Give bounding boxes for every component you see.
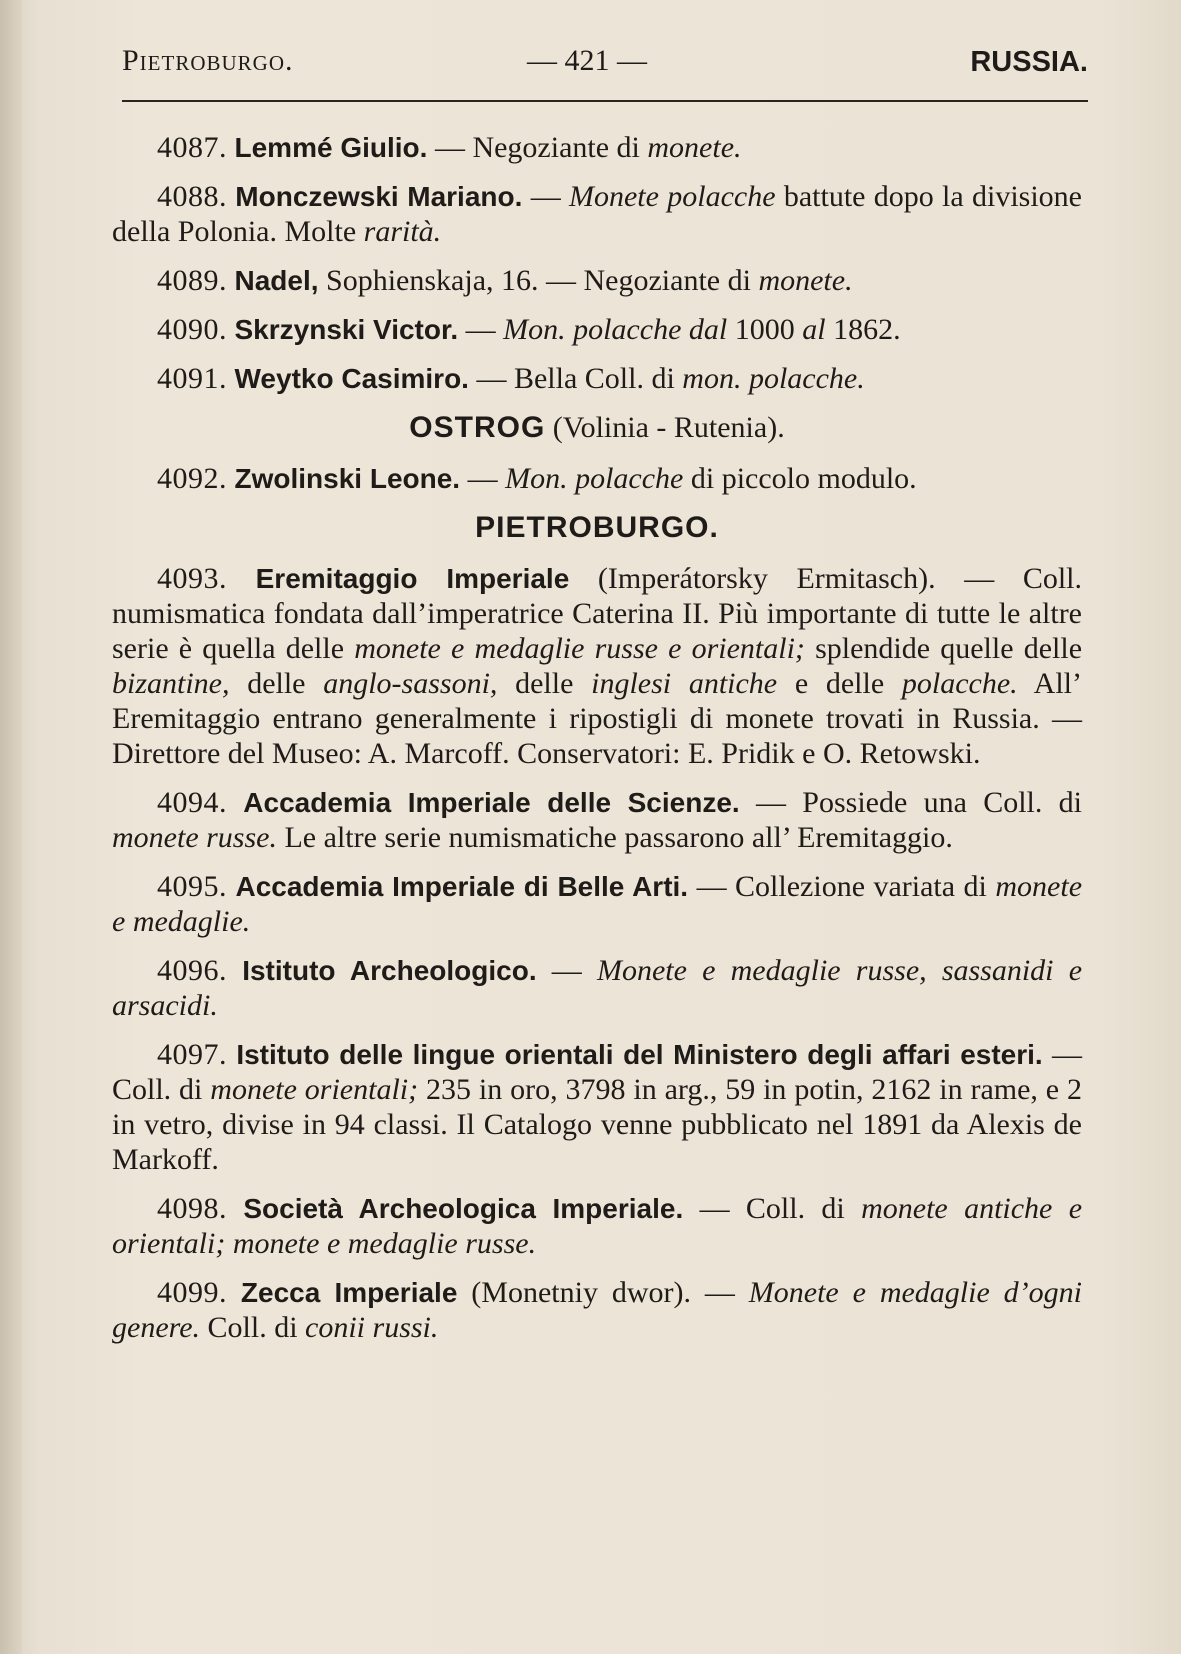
section-heading-ostrog [112,410,1082,445]
entry-text: — Collezione variata di [688,870,996,903]
entry-italic: conii russi. [305,1311,439,1344]
entry-name: Istituto Archeologico. [242,955,537,986]
entry-name: Zecca Imperiale [240,1277,458,1308]
header-country: RUSSIA. [970,46,1088,78]
entry-number: 4097. [157,1038,227,1071]
entry-4089 [112,263,1082,298]
entry-text: — [522,180,569,213]
entry-italic: monete antiche e orientali; monete e medaglie russe. [112,1192,1083,1260]
entry-number: 4093. [157,562,227,595]
entry-text: (Imperátorsky Ermitasch). — Coll. numismatica fondata dall’imperatrice Caterina II. Più importante di tutte le altre serie è quella delle [112,562,1083,665]
entry-italic: Monete polacche [568,180,776,213]
entry-italic: polacche. [901,667,1018,700]
entry-text: e delle [777,667,902,700]
header-rule [122,100,1088,102]
entry-text: — [458,313,504,346]
entry-number: 4094. [157,786,227,819]
entry-text: Le altre serie numismatiche passarono all’ Eremitaggio. [276,821,953,854]
entry-italic: monete russe. [112,821,277,854]
entry-italic: monete orientali; [210,1073,419,1106]
entry-text: — Possiede una Coll. di [739,786,1083,819]
entry-italic: monete. [647,131,742,164]
entry-number: 4089. [157,264,227,297]
header-city: Pietroburgo. [122,44,294,77]
entry-4087 [112,130,1082,165]
entry-text: — Negoziante di [427,131,648,164]
running-header [122,44,1088,94]
entry-name: Istituto delle lingue orientali del Ministero degli affari esteri. [236,1039,1043,1070]
entry-4093 [112,561,1082,771]
entry-italic: monete e medaglie russe e orientali; [354,632,805,665]
entry-text: Coll. di [200,1311,306,1344]
entry-text: di piccolo modulo. [683,462,917,495]
entry-text: 1862. [825,313,901,346]
entry-italic: Monete e medaglie d’ogni genere. [112,1276,1082,1344]
entry-name: Nadel, [234,265,319,296]
heading-subtitle: (Volinia - Rutenia). [545,411,785,444]
entry-number: 4099. [157,1276,227,1309]
page-spine-shadow [0,0,22,1654]
entry-italic: mon. polacche. [682,362,865,395]
entry-text: — Bella Coll. di [468,362,683,395]
entry-name: Monczewski Mariano. [235,181,523,212]
entry-italic: monete e medaglie. [112,870,1083,938]
page-number: — 421 — [527,44,647,77]
entry-name: Skrzynski Victor. [234,314,459,345]
entry-text: — [536,954,597,987]
entry-italic: bizantine, [112,667,230,700]
entry-number: 4091. [157,362,227,395]
entry-text: — Coll. di [112,1038,1083,1106]
entry-4098 [112,1191,1082,1261]
heading-title: OSTROG [409,411,546,444]
heading-title: PIETROBURGO. [475,511,719,544]
entry-name: Eremitaggio Imperiale [255,563,570,594]
entry-name: Accademia Imperiale di Belle Arti. [235,871,689,902]
entry-text: battute dopo la divisione della Polonia. Molte [112,180,1082,248]
entry-text: Sophienskaja, 16. — Negoziante di [318,264,759,297]
entry-text: All’ Eremitaggio entrano generalmente i ripostigli di monete trovati in Russia. — Direttore del Museo: A. Marcoff. Conservatori: E. Pridik e O. Retowski. [112,667,1083,770]
entry-text: 235 in oro, 3798 in arg., 59 in potin, 2162 in rame, e 2 in vetro, divise in 94 classi. Il Catalogo venne pubblicato nel 1891 da Alexis de Markoff. [112,1073,1083,1176]
entry-italic: inglesi antiche [591,667,778,700]
entry-italic: anglo-sassoni, [323,667,498,700]
entry-text: 1000 [727,313,803,346]
entry-number: 4098. [157,1192,227,1225]
entry-name: Società Archeologica Imperiale. [243,1193,684,1224]
entry-number: 4087. [157,131,227,164]
entry-4095 [112,869,1082,939]
entry-text: splendide quelle delle [804,632,1083,665]
entry-italic: al [802,313,826,346]
entry-4092 [112,461,1082,496]
entry-number: 4095. [157,870,227,903]
entry-number: 4088. [157,180,227,213]
entry-text: — Coll. di [683,1192,862,1225]
entry-italic: rarità. [363,215,442,248]
entry-4097 [112,1037,1082,1177]
entry-italic: Mon. polacche [505,462,684,495]
entry-italic: Mon. polacche dal [503,313,728,346]
entry-4099 [112,1275,1082,1345]
entry-text: delle [229,667,324,700]
entry-number: 4090. [157,313,227,346]
entry-name: Weytko Casimiro. [234,363,469,394]
entry-text: — [460,462,506,495]
entry-name: Zwolinski Leone. [234,463,461,494]
entry-name: Lemmé Giulio. [234,132,428,163]
entry-4091 [112,361,1082,396]
entry-text: delle [497,667,592,700]
page-body [112,130,1082,1359]
entry-italic: Monete e medaglie russe, sassanidi e arsacidi. [112,954,1083,1022]
entry-text: (Monetniy dwor). — [457,1276,749,1309]
entry-4094 [112,785,1082,855]
entry-4096 [112,953,1082,1023]
entry-italic: monete. [758,264,853,297]
section-heading-pietroburgo [112,510,1082,545]
entry-name: Accademia Imperiale delle Scienze. [243,787,740,818]
entry-4088 [112,179,1082,249]
entry-number: 4092. [157,462,227,495]
entry-4090 [112,312,1082,347]
entry-number: 4096. [157,954,227,987]
